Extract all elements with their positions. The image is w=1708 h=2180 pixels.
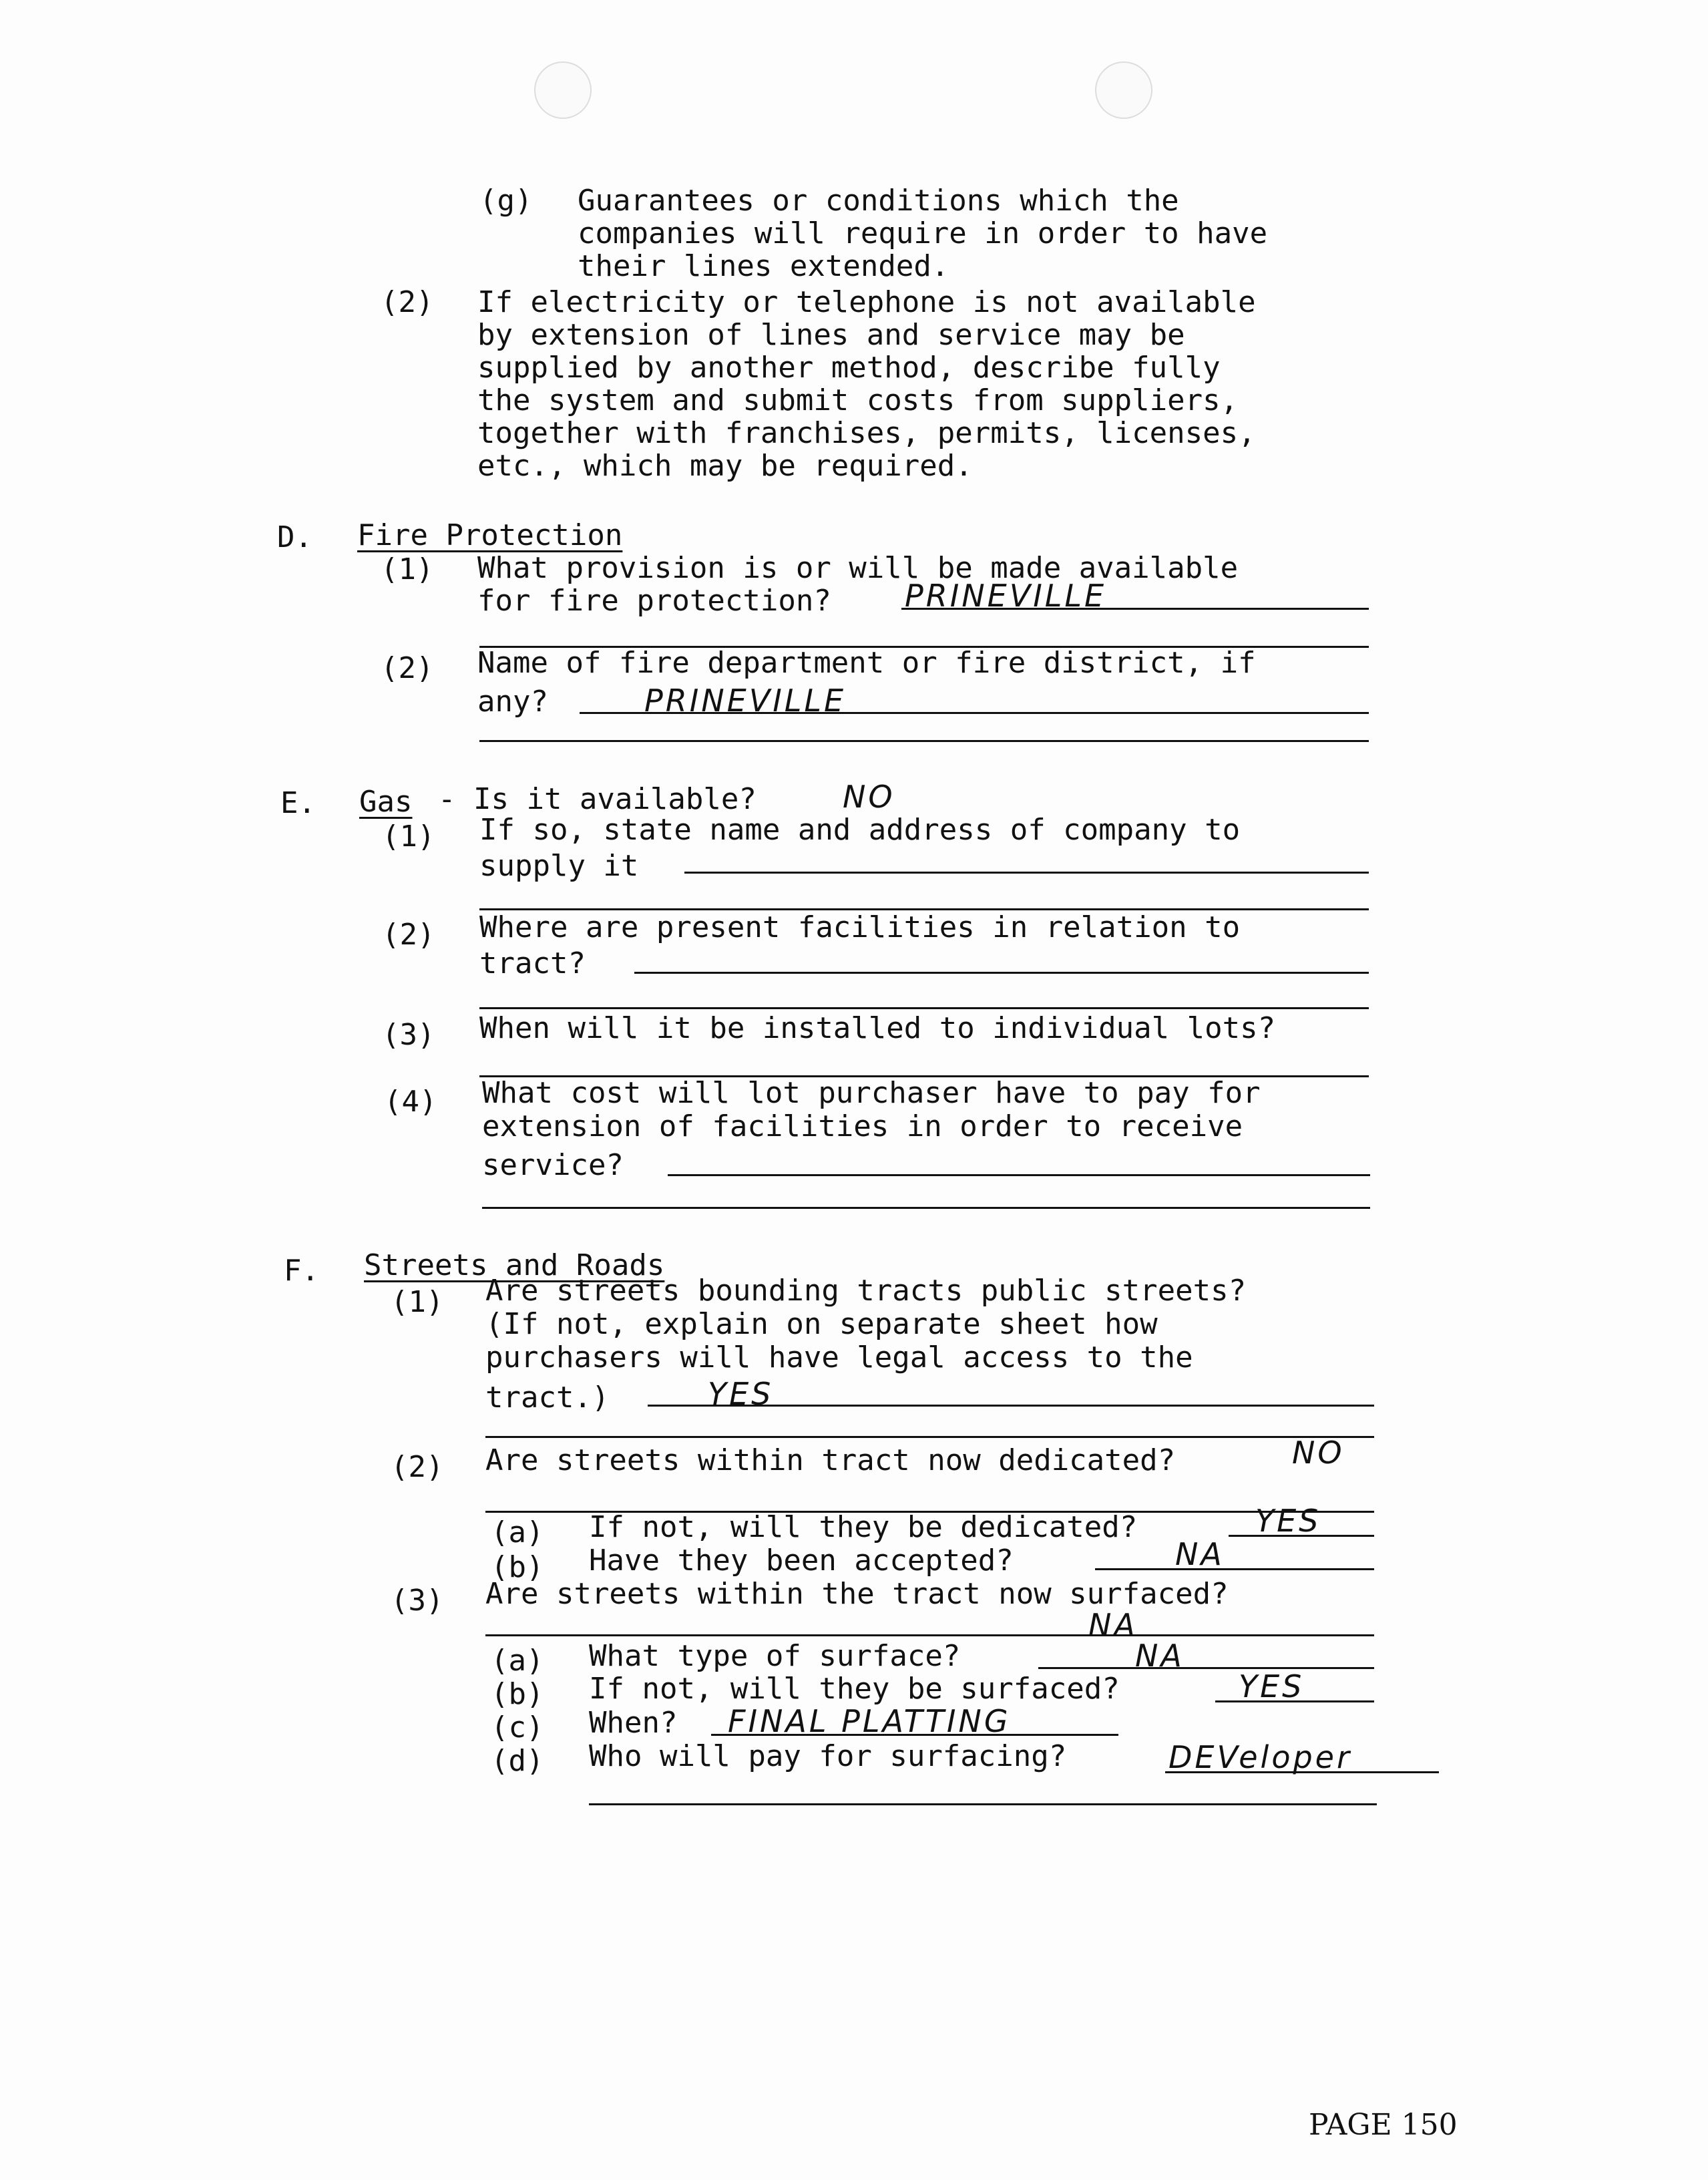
page-number: PAGE 150 — [1309, 2108, 1458, 2142]
e-q4-line-3: service? — [482, 1148, 624, 1182]
e-q1-line-2: supply it — [479, 849, 639, 883]
electric-line-4: the system and submit costs from suppliers, — [477, 383, 1239, 417]
e-q4-line-2: extension of facilities in order to receive — [482, 1109, 1243, 1143]
f-q3b-label: (b) — [491, 1677, 544, 1711]
f-q2b-label: (b) — [491, 1550, 544, 1584]
f-q3d-label: (d) — [491, 1744, 544, 1778]
f-q3a-label: (a) — [491, 1644, 544, 1678]
f-q2a-answer: YES — [1255, 1503, 1321, 1539]
e-q2-answer-line — [634, 972, 1369, 974]
d-q1-label: (1) — [381, 552, 434, 586]
f-q1-line-1: Are streets bounding tracts public streets? — [485, 1274, 1247, 1308]
f-q3a-text: What type of surface? — [589, 1639, 961, 1673]
d-q2-answer: PRINEVILLE — [644, 683, 847, 719]
e-q2-label: (2) — [382, 918, 435, 952]
f-q2a-text: If not, will they be dedicated? — [589, 1510, 1138, 1544]
f-q3d-extra-line — [589, 1803, 1377, 1805]
f-q1-line-2: (If not, explain on separate sheet how — [485, 1307, 1158, 1341]
section-d-letter: D. — [277, 520, 312, 554]
electric-line-1: If electricity or telephone is not available — [477, 285, 1256, 319]
section-e-answer: NO — [843, 779, 895, 815]
electric-line-5: together with franchises, permits, licenses, — [477, 416, 1256, 450]
d-q2-extra-line — [479, 740, 1369, 742]
f-q2b-text: Have they been accepted? — [589, 1543, 1014, 1578]
e-q4-line-1: What cost will lot purchaser have to pay for — [482, 1076, 1261, 1110]
f-q1-line-3: purchasers will have legal access to the — [485, 1340, 1193, 1375]
f-q1-extra-line — [485, 1436, 1374, 1438]
g-item-line-3: their lines extended. — [578, 249, 949, 283]
section-f-heading: Streets and Roads — [364, 1248, 665, 1282]
e-q1-answer-line — [684, 872, 1369, 874]
f-q3b-answer: YES — [1239, 1668, 1305, 1704]
e-q4-label: (4) — [384, 1085, 437, 1119]
section-e-question: - Is it available? — [438, 782, 757, 816]
f-q2-line-1: Are streets within tract now dedicated? — [485, 1443, 1176, 1477]
f-q3a-answer-line — [1038, 1667, 1374, 1669]
f-q2-label: (2) — [391, 1450, 444, 1484]
f-q2b-answer: NA — [1175, 1536, 1225, 1572]
punch-hole-right — [1095, 61, 1152, 119]
g-item-line-2: companies will require in order to have — [578, 216, 1268, 250]
d-q2-line-2: any? — [477, 685, 548, 719]
e-q2-line-2: tract? — [479, 946, 586, 980]
e-q4-extra-line — [482, 1207, 1370, 1209]
g-item-line-1: Guarantees or conditions which the — [578, 184, 1179, 218]
f-q3b-text: If not, will they be surfaced? — [589, 1672, 1120, 1706]
section-e-heading: Gas — [359, 785, 413, 819]
section-e-letter: E. — [280, 786, 316, 820]
f-q3-answer-line — [485, 1634, 1374, 1636]
f-q3d-answer: DEVeloper — [1168, 1739, 1352, 1775]
f-q2-answer: NO — [1292, 1435, 1345, 1471]
e-q4-answer-line — [668, 1174, 1370, 1176]
f-q3d-text: Who will pay for surfacing? — [589, 1739, 1067, 1773]
electric-line-2: by extension of lines and service may be — [477, 318, 1185, 352]
d-q1-line-2: for fire protection? — [477, 584, 831, 618]
e-q1-line-1: If so, state name and address of company to — [479, 813, 1241, 847]
punch-hole-left — [534, 61, 592, 119]
f-q1-answer: YES — [708, 1376, 774, 1412]
d-q2-line-1: Name of fire department or fire district, if — [477, 646, 1256, 680]
e-q2-line-1: Where are present facilities in relation to — [479, 910, 1241, 944]
g-item-label: (g) — [479, 184, 533, 218]
electric-line-3: supplied by another method, describe fully — [477, 351, 1221, 385]
f-q3a-answer: NA — [1135, 1638, 1185, 1674]
f-q3-label: (3) — [391, 1584, 444, 1618]
d-q1-answer: PRINEVILLE — [905, 578, 1107, 614]
d-q1-line-1: What provision is or will be made available — [477, 551, 1239, 585]
f-q3c-answer: FINAL PLATTING — [728, 1703, 1011, 1739]
electric-item-label: (2) — [381, 285, 434, 319]
f-q3c-text: When? — [589, 1706, 678, 1740]
f-q2a-label: (a) — [491, 1515, 544, 1550]
e-q3-line-1: When will it be installed to individual lots? — [479, 1011, 1276, 1045]
electric-line-6: etc., which may be required. — [477, 449, 973, 483]
f-q1-line-4: tract.) — [485, 1381, 610, 1415]
section-d-heading: Fire Protection — [357, 518, 623, 552]
section-f-letter: F. — [284, 1254, 319, 1288]
e-q1-label: (1) — [382, 820, 435, 854]
e-q3-label: (3) — [382, 1018, 435, 1052]
e-q2-extra-line — [479, 1007, 1369, 1009]
f-q3c-label: (c) — [491, 1710, 544, 1745]
f-q3-line-1: Are streets within the tract now surfaced? — [485, 1577, 1229, 1611]
d-q2-label: (2) — [381, 651, 434, 685]
f-q1-label: (1) — [391, 1285, 444, 1319]
f-q2b-answer-line — [1095, 1568, 1374, 1570]
f-q3-answer: NA — [1088, 1607, 1138, 1643]
